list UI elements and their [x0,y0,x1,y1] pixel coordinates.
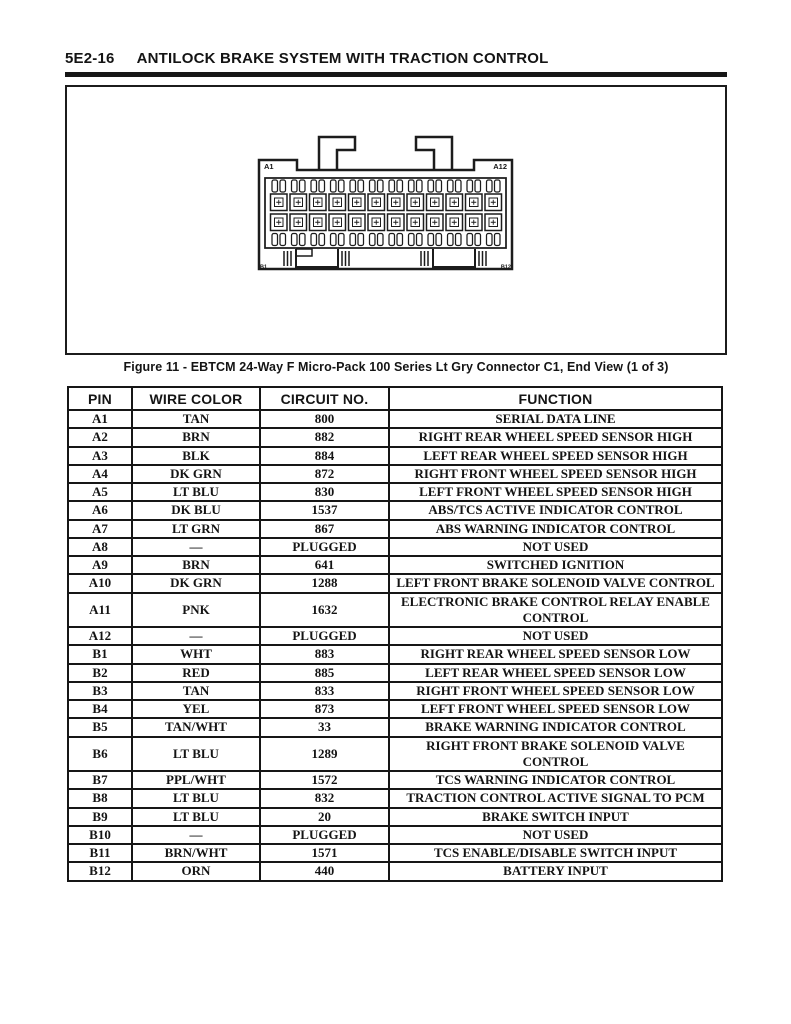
cell-circuit-no: 1632 [260,593,389,628]
terminal-slot [487,234,493,246]
terminal-slot [272,180,278,192]
cell-wire-color: DK BLU [132,501,260,519]
pin-label-b12: B12 [500,264,511,271]
cell-circuit-no: 1289 [260,737,389,772]
table-row [68,718,722,736]
cell-pin: A2 [68,428,132,446]
page-header [65,50,727,77]
figure-caption: Figure 11 - EBTCM 24-Way F Micro-Pack 100 Series Lt Gry Connector C1, End View (1 of 3) [123,360,669,374]
cell-function: TRACTION CONTROL ACTIVE SIGNAL TO PCM [389,789,722,807]
header-wire-color: WIRE COLOR [132,387,260,410]
header-function: FUNCTION [389,387,722,410]
terminal-slot [272,234,278,246]
cell-function: RIGHT FRONT BRAKE SOLENOID VALVE CONTROL [389,737,722,772]
terminal-slot [331,180,337,192]
cell-pin: A9 [68,556,132,574]
terminal-slot [280,180,286,192]
cell-wire-color: PNK [132,593,260,628]
cell-wire-color: TAN [132,410,260,428]
cell-function: RIGHT REAR WHEEL SPEED SENSOR HIGH [389,428,722,446]
table-row [68,593,722,628]
cell-pin: B1 [68,645,132,663]
cell-wire-color: — [132,826,260,844]
cell-pin: A10 [68,574,132,592]
terminal-slot [475,234,481,246]
cell-function: SERIAL DATA LINE [389,410,722,428]
cell-circuit-no: 872 [260,465,389,483]
cell-function: RIGHT FRONT WHEEL SPEED SENSOR LOW [389,682,722,700]
cell-circuit-no: 440 [260,862,389,880]
cell-wire-color: BRN [132,428,260,446]
terminal-slot [495,234,501,246]
cell-circuit-no: 884 [260,447,389,465]
table-row [68,538,722,556]
terminal-slot [397,180,403,192]
cell-wire-color: — [132,538,260,556]
cell-pin: B11 [68,844,132,862]
page-code: 5E2-16 [65,50,115,67]
table-row [68,826,722,844]
table-row [68,664,722,682]
terminal-slot [311,180,317,192]
cell-circuit-no: 832 [260,789,389,807]
terminal-slot [448,234,454,246]
cell-wire-color: LT BLU [132,808,260,826]
cell-wire-color: LT GRN [132,520,260,538]
cell-function: NOT USED [389,826,722,844]
table-row [68,771,722,789]
cell-pin: A8 [68,538,132,556]
cell-circuit-no: PLUGGED [260,826,389,844]
cell-pin: A4 [68,465,132,483]
terminal-slot [428,234,434,246]
table-row [68,862,722,880]
cell-wire-color: WHT [132,645,260,663]
cell-pin: B7 [68,771,132,789]
terminal-slot [292,180,298,192]
terminal-slot [389,234,395,246]
terminal-slot [417,234,423,246]
cell-function: BRAKE WARNING INDICATOR CONTROL [389,718,722,736]
cell-circuit-no: PLUGGED [260,538,389,556]
terminal-slot [456,180,462,192]
cell-function: LEFT FRONT WHEEL SPEED SENSOR HIGH [389,483,722,501]
terminal-slot [378,234,384,246]
cell-pin: A11 [68,593,132,628]
terminal-slot [311,234,317,246]
table-row [68,465,722,483]
table-row [68,700,722,718]
cell-circuit-no: 882 [260,428,389,446]
cell-function: BATTERY INPUT [389,862,722,880]
terminal-slot [448,180,454,192]
header-pin: PIN [68,387,132,410]
cell-function: ABS WARNING INDICATOR CONTROL [389,520,722,538]
pin-label-a1: A1 [264,162,274,171]
cell-circuit-no: 800 [260,410,389,428]
terminal-slot [428,180,434,192]
cell-wire-color: BRN [132,556,260,574]
cell-circuit-no: 883 [260,645,389,663]
pin-table-body [68,410,722,881]
pin-label-b1: B1 [260,264,268,271]
terminal-slot [370,234,376,246]
terminal-slot [378,180,384,192]
cell-wire-color: PPL/WHT [132,771,260,789]
cell-wire-color: TAN [132,682,260,700]
terminal-slot [475,180,481,192]
terminal-slot [409,234,415,246]
cell-circuit-no: PLUGGED [260,627,389,645]
cell-wire-color: — [132,627,260,645]
terminal-slot [350,234,356,246]
header-circuit-no: CIRCUIT NO. [260,387,389,410]
cell-pin: A6 [68,501,132,519]
cell-circuit-no: 33 [260,718,389,736]
table-row [68,808,722,826]
cell-wire-color: ORN [132,862,260,880]
table-row [68,447,722,465]
table-row [68,737,722,772]
figure-box [65,85,727,355]
cell-pin: B9 [68,808,132,826]
cell-wire-color: RED [132,664,260,682]
table-header-row [68,387,722,410]
cell-circuit-no: 1288 [260,574,389,592]
terminal-slot [436,180,442,192]
page-title: ANTILOCK BRAKE SYSTEM WITH TRACTION CONTROL [136,50,549,67]
terminal-slot [300,180,306,192]
cell-function: LEFT REAR WHEEL SPEED SENSOR HIGH [389,447,722,465]
terminal-slot [292,234,298,246]
terminal-slot [358,180,364,192]
terminal-slot [409,180,415,192]
table-row [68,556,722,574]
cell-pin: B8 [68,789,132,807]
cell-function: LEFT FRONT WHEEL SPEED SENSOR LOW [389,700,722,718]
cell-pin: A5 [68,483,132,501]
terminal-slot [417,180,423,192]
terminal-slot [339,180,345,192]
terminal-slot [331,234,337,246]
terminal-slot [350,180,356,192]
cell-function: RIGHT FRONT WHEEL SPEED SENSOR HIGH [389,465,722,483]
cell-wire-color: BLK [132,447,260,465]
cell-wire-color: TAN/WHT [132,718,260,736]
connector-diagram [253,130,518,275]
terminal-slot [487,180,493,192]
cell-circuit-no: 830 [260,483,389,501]
cell-circuit-no: 1572 [260,771,389,789]
cell-function: BRAKE SWITCH INPUT [389,808,722,826]
pin-label-a12: A12 [493,162,507,171]
pinout-table [67,386,723,882]
terminal-slot [495,180,501,192]
cell-wire-color: DK GRN [132,574,260,592]
table-row [68,574,722,592]
table-row [68,428,722,446]
cell-circuit-no: 1537 [260,501,389,519]
cell-function: TCS ENABLE/DISABLE SWITCH INPUT [389,844,722,862]
cell-function: NOT USED [389,538,722,556]
terminal-slot [319,234,325,246]
terminal-slot [370,180,376,192]
cell-wire-color: LT BLU [132,789,260,807]
cell-circuit-no: 873 [260,700,389,718]
table-row [68,682,722,700]
cell-pin: B4 [68,700,132,718]
table-row [68,627,722,645]
terminal-slot [358,234,364,246]
cell-pin: B2 [68,664,132,682]
table-row [68,483,722,501]
cell-wire-color: DK GRN [132,465,260,483]
cell-circuit-no: 20 [260,808,389,826]
cell-pin: A7 [68,520,132,538]
terminal-slot [397,234,403,246]
terminal-slot [280,234,286,246]
table-row [68,410,722,428]
terminal-slot [456,234,462,246]
table-row [68,844,722,862]
table-row [68,645,722,663]
cell-wire-color: LT BLU [132,737,260,772]
table-row [68,789,722,807]
cell-circuit-no: 641 [260,556,389,574]
terminal-slot [436,234,442,246]
cell-function: NOT USED [389,627,722,645]
cell-pin: B12 [68,862,132,880]
cell-pin: A1 [68,410,132,428]
table-row [68,520,722,538]
page-content [65,0,727,882]
cell-pin: A12 [68,627,132,645]
cell-circuit-no: 833 [260,682,389,700]
cell-pin: B5 [68,718,132,736]
cell-circuit-no: 867 [260,520,389,538]
terminal-slot [467,180,473,192]
cell-pin: B6 [68,737,132,772]
cell-function: RIGHT REAR WHEEL SPEED SENSOR LOW [389,645,722,663]
terminal-slot [389,180,395,192]
cell-function: TCS WARNING INDICATOR CONTROL [389,771,722,789]
table-row [68,501,722,519]
cell-wire-color: YEL [132,700,260,718]
terminal-slot [300,234,306,246]
cell-function: SWITCHED IGNITION [389,556,722,574]
cell-circuit-no: 885 [260,664,389,682]
cell-circuit-no: 1571 [260,844,389,862]
cell-wire-color: BRN/WHT [132,844,260,862]
cell-wire-color: LT BLU [132,483,260,501]
cell-pin: B3 [68,682,132,700]
cell-function: ELECTRONIC BRAKE CONTROL RELAY ENABLE CONTROL [389,593,722,628]
cell-pin: A3 [68,447,132,465]
terminal-slot [319,180,325,192]
terminal-slot [467,234,473,246]
cell-function: LEFT REAR WHEEL SPEED SENSOR LOW [389,664,722,682]
cell-function: ABS/TCS ACTIVE INDICATOR CONTROL [389,501,722,519]
terminal-slot [339,234,345,246]
cell-function: LEFT FRONT BRAKE SOLENOID VALVE CONTROL [389,574,722,592]
cell-pin: B10 [68,826,132,844]
